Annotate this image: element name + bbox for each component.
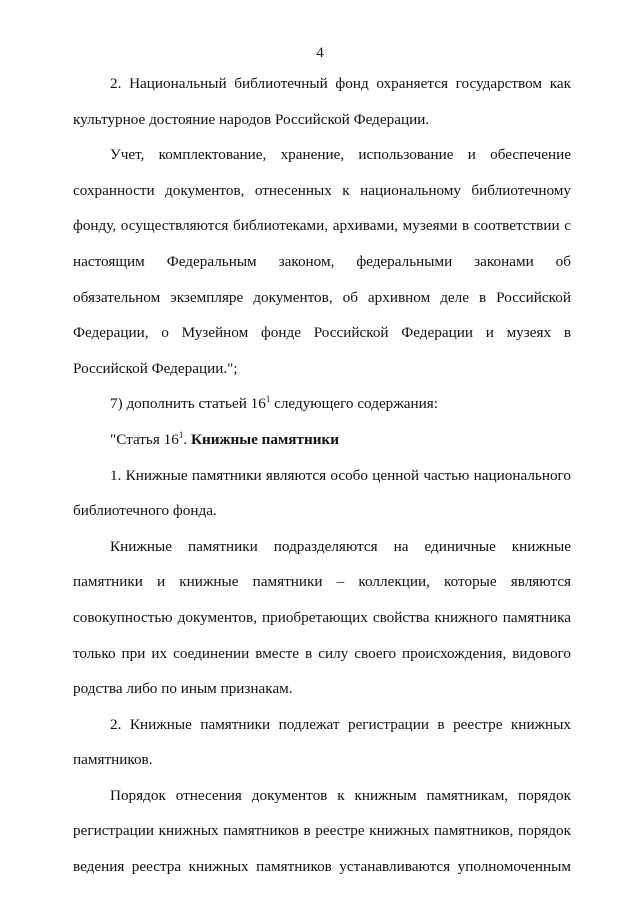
amendment-text: 7) дополнить статьей 16	[110, 395, 266, 413]
article-heading	[73, 422, 571, 458]
amendment-text-end: следующего содержания:	[270, 395, 438, 413]
paragraph-registration: 2. Книжные памятники подлежат регистрации в реестре книжных памятников.	[73, 715, 571, 769]
paragraph-registry-procedure: Порядок отнесения документов к книжным памятникам, порядок регистрации книжных памятников в реестре книжных памятников, порядок ведения реестра книжных памятников устанавливаются уполномоченным	[73, 786, 571, 876]
paragraph-book-monuments-division: Книжные памятники подразделяются на единичные книжные памятники и книжные памятники – коллекции, которые являются совокупностью документов, приобретающих свойства книжного памятника только при их соединении вместе в силу своего происхождения, видового родства либо по иным признакам.	[73, 537, 571, 698]
article-heading-separator: .	[183, 430, 191, 448]
page-number: 4	[316, 45, 324, 61]
paragraph-accounting-storage: Учет, комплектование, хранение, использование и обеспечение сохранности документов, отнесенных к национальному библиотечному фонду, осуществляются библиотеками, архивами, музеями в соответствии с настоящим Федеральным законом, федеральными законами об обязательном экземпляре документов, об архивном деле в Российской Федерации, о Музейном фонде Российской Федерации и музеях в Российской Федерации.";	[73, 146, 571, 377]
paragraph-amendment-instruction	[73, 386, 571, 422]
paragraph-book-monuments-definition: 1. Книжные памятники являются особо ценной частью национального библиотечного фонда.	[73, 466, 571, 520]
article-title: Книжные памятники	[190, 430, 339, 448]
article-heading-superscript: 1	[178, 429, 184, 440]
article-label: "Статья 16	[110, 430, 179, 448]
article-superscript: 1	[265, 394, 271, 405]
document-body	[73, 66, 571, 885]
paragraph-library-fund-protection: 2. Национальный библиотечный фонд охраняется государством как культурное достояние народов Российской Федерации.	[73, 75, 571, 128]
